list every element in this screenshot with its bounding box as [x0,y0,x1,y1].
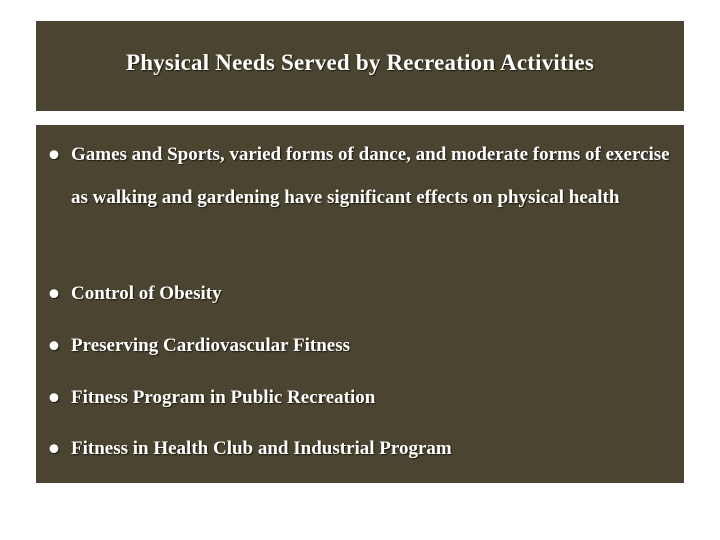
slide-title: Physical Needs Served by Recreation Activities [125,50,595,75]
bullet-dot-icon: • [45,382,63,417]
bullet-text: Preserving Cardiovascular Fitness [71,335,350,356]
bullet-dot-icon: • [45,330,63,365]
bullet-text: Fitness in Health Club and Industrial Program [71,438,452,459]
bullet-dot-icon: • [45,278,63,313]
bullet-text: Games and Sports, varied forms of dance, and moderate forms of exercise as walking and gardening have significant effects on physical health [71,144,670,208]
bullet-text: Fitness Program in Public Recreation [71,387,376,408]
bullet-text: Control of Obesity [71,283,222,304]
content-panel [36,125,684,483]
bullet-dot-icon: • [45,433,63,468]
bullet-dot-icon: • [45,139,63,174]
title-panel [36,21,684,111]
